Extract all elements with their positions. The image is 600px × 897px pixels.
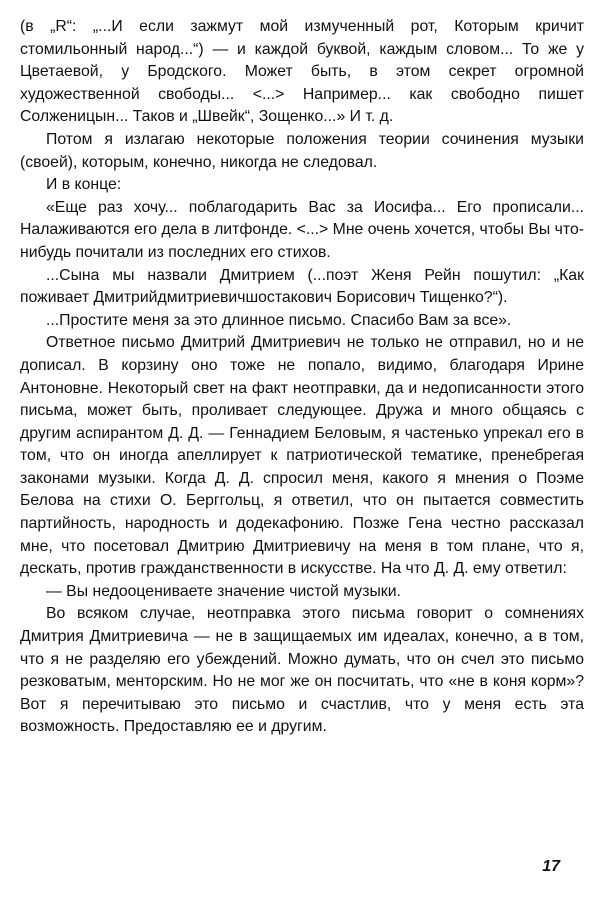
paragraph-6: ...Простите меня за это длинное письмо. Спасибо Вам за все». <box>46 311 512 329</box>
body-text <box>20 16 584 739</box>
paragraph-5: ...Сына мы назвали Дмитрием (...поэт Женя Рейн пошутил: „Как поживает Дмитрийдмитриевичшостакович Борисович Тищенко?“). <box>20 266 584 307</box>
paragraph-4: «Еще раз хочу... поблагодарить Вас за Иосифа... Его прописали... Налаживаются его дела в литфонде. <...> Мне очень хочется, чтобы Вы что-нибудь почитали из последних его стихов. <box>20 198 584 261</box>
paragraph-8: — Вы недооцениваете значение чистой музыки. <box>46 582 401 600</box>
paragraph-2: Потом я излагаю некоторые положения теории сочинения музыки (своей), которым, конечно, никогда не следовал. <box>20 130 584 171</box>
paragraph-7: Ответное письмо Дмитрий Дмитриевич не только не отправил, но и не дописал. В корзину оно тоже не попало, видимо, благодаря Ирине Антоновне. Некоторый свет на факт неотправки, да и недописанности этого письма, может быть, проливает следующее. Дружа и много общаясь с другим аспирантом Д. Д. — Геннадием Беловым, я частенько упрекал его в том, что он иногда апеллирует к патриотической тематике, пренебрегая законами музыки. Когда Д. Д. спросил меня, какого я мнения о Поэме Белова на стихи О. Берггольц, я ответил, что он пытается совместить партийность, народность и додекафонию. Позже Гена честно рассказал мне, что посетовал Дмитрию Дмитриевичу на меня в том плане, что я, дескать, против гражданственности в искусстве. На что Д. Д. ему ответил: <box>20 334 584 578</box>
paragraph-1: (в „R“: „...И если зажмут мой измученный рот, Которым кричит стомильонный народ...“) — и каждой буквой, каждым словом... То же у Цветаевой, у Бродского. Может быть, в этом секрет огромной художественной свободы... <...> Например... как свободно пишет Солженицын... Таков и „Швейк“, Зощенко...» И т. д. <box>20 18 584 126</box>
paragraph-9: Во всяком случае, неотправка этого письма говорит о сомнениях Дмитрия Дмитриевича — не в защищаемых им идеалах, конечно, а в том, что я не разделяю его убеждений. Можно думать, что он счел это письмо резковатым, менторским. Но не мог же он посчитать, что «не в коня корм»? Вот я перечитываю это письмо и счастлив, что у меня есть эта возможность. Предоставляю ее и другим. <box>20 605 584 736</box>
page-number: 17 <box>542 858 560 875</box>
paragraph-3: И в конце: <box>46 176 122 194</box>
